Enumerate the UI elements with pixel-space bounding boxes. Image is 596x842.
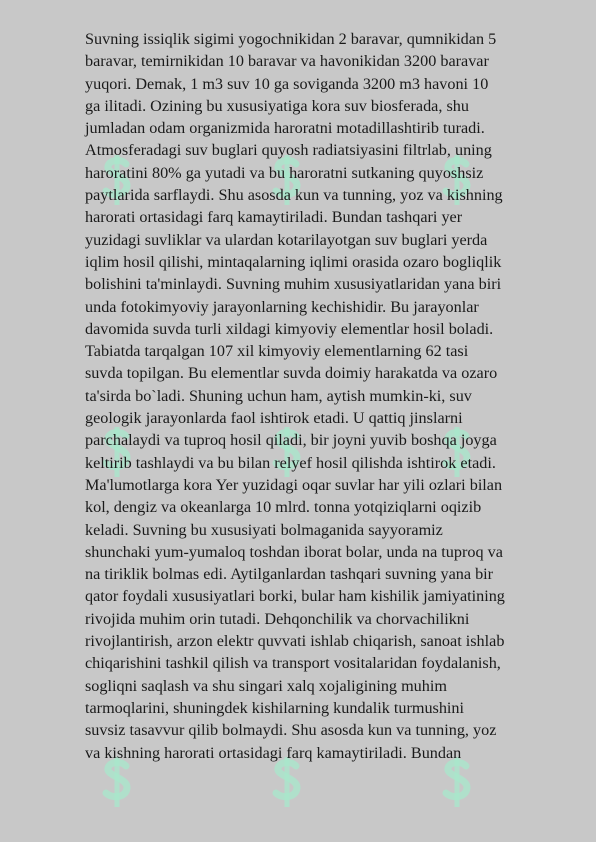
text-line: rivojlantirish, arzon elektr quvvati ishlab chiqarish, sanoat ishlab bbox=[85, 632, 505, 651]
text-line: Tabiatda tarqalgan 107 xil kimyoviy elementlarning 62 tasi bbox=[85, 342, 469, 361]
text-line: davomida suvda turli xildagi kimyoviy elementlar hosil boladi. bbox=[85, 319, 494, 338]
text-line: ta'sirda bo`ladi. Shuning uchun ham, aytish mumkin-ki, suv bbox=[85, 386, 472, 405]
text-line: bolishini ta'minlaydi. Suvning muhim xususiyatlaridan yana biri bbox=[85, 275, 502, 294]
text-line: parchalaydi va tuproq hosil qiladi, bir joyni yuvib boshqa joyga bbox=[85, 431, 497, 450]
text-line: shunchaki yum-yumaloq toshdan iborat bolar, unda na tuproq va bbox=[85, 542, 503, 561]
text-line: iqlim hosil qilishi, mintaqalarning iqlimi orasida ozaro bogliqlik bbox=[85, 252, 502, 271]
text-line: Ma'lumotlarga kora Yer yuzidagi oqar suvlar har yili ozlari bilan bbox=[85, 475, 503, 494]
text-line: unda fotokimyoviy jarayonlarning kechishidir. Bu jarayonlar bbox=[85, 297, 479, 316]
text-line: baravar, temirnikidan 10 baravar va havonikidan 3200 baravar bbox=[85, 52, 489, 71]
text-line: yuzidagi suvliklar va ulardan kotarilayotgan suv buglari yerda bbox=[85, 230, 488, 249]
text-line: va kishning harorati ortasidagi farq kamaytiriladi. Bundan bbox=[85, 743, 462, 762]
text-line: paytlarida sarflaydi. Shu asosda kun va tunning, yoz va kishning bbox=[85, 186, 503, 205]
text-line: keltirib tashlaydi va bu bilan relyef hosil qilishda ishtirok etadi. bbox=[85, 453, 496, 472]
text-line: ga ilitadi. Ozining bu xususiyatiga kora suv biosferada, shu bbox=[85, 96, 469, 115]
text-line: jumladan odam organizmida haroratni motadillashtirib turadi. bbox=[85, 119, 485, 138]
text-line: haroratini 80% ga yutadi va bu haroratni sutkaning quyoshsiz bbox=[85, 163, 484, 182]
text-line: tarmoqlarini, shuningdek kishilarning kundalik turmushini bbox=[85, 698, 465, 717]
text-line: chiqarishini tashkil qilish va transport vositalaridan foydalanish, bbox=[85, 654, 501, 673]
text-line: rivojida muhim orin tutadi. Dehqonchilik va chorvachilikni bbox=[85, 609, 470, 628]
text-line: qator foydali xususiyatlari borki, bular ham kishilik jamiyatining bbox=[85, 587, 505, 606]
text-line: suvda topilgan. Bu elementlar suvda doimiy harakatda va ozaro bbox=[85, 364, 498, 383]
text-line: suvsiz tasavvur qilib bolmaydi. Shu asosda kun va tunning, yoz bbox=[85, 721, 497, 740]
text-line: sogliqni saqlash va shu singari xalq xojaligining muhim bbox=[85, 676, 447, 695]
text-line: Suvning issiqlik sigimi yogochnikidan 2 baravar, qumnikidan 5 bbox=[85, 30, 497, 48]
text-line: Atmosferadagi suv buglari quyosh radiatsiyasini filtrlab, uning bbox=[85, 141, 492, 160]
text-line: kol, dengiz va okeanlarga 10 mlrd. tonna yotqiziqlarni oqizib bbox=[85, 498, 482, 517]
text-line: na tiriklik bolmas edi. Aytilganlardan tashqari suvning yana bir bbox=[85, 565, 494, 584]
text-line: harorati ortasidagi farq kamaytiriladi. Bundan tashqari yer bbox=[85, 208, 463, 227]
text-line: geologik jarayonlarda faol ishtirok etadi. U qattiq jinslarni bbox=[85, 409, 463, 428]
text-line: yuqori. Demak, 1 m3 suv 10 ga soviganda 3200 m3 havoni 10 bbox=[85, 74, 489, 93]
body-paragraph bbox=[85, 28, 559, 764]
text-line: keladi. Suvning bu xususiyati bolmaganida sayyoramiz bbox=[85, 520, 443, 539]
